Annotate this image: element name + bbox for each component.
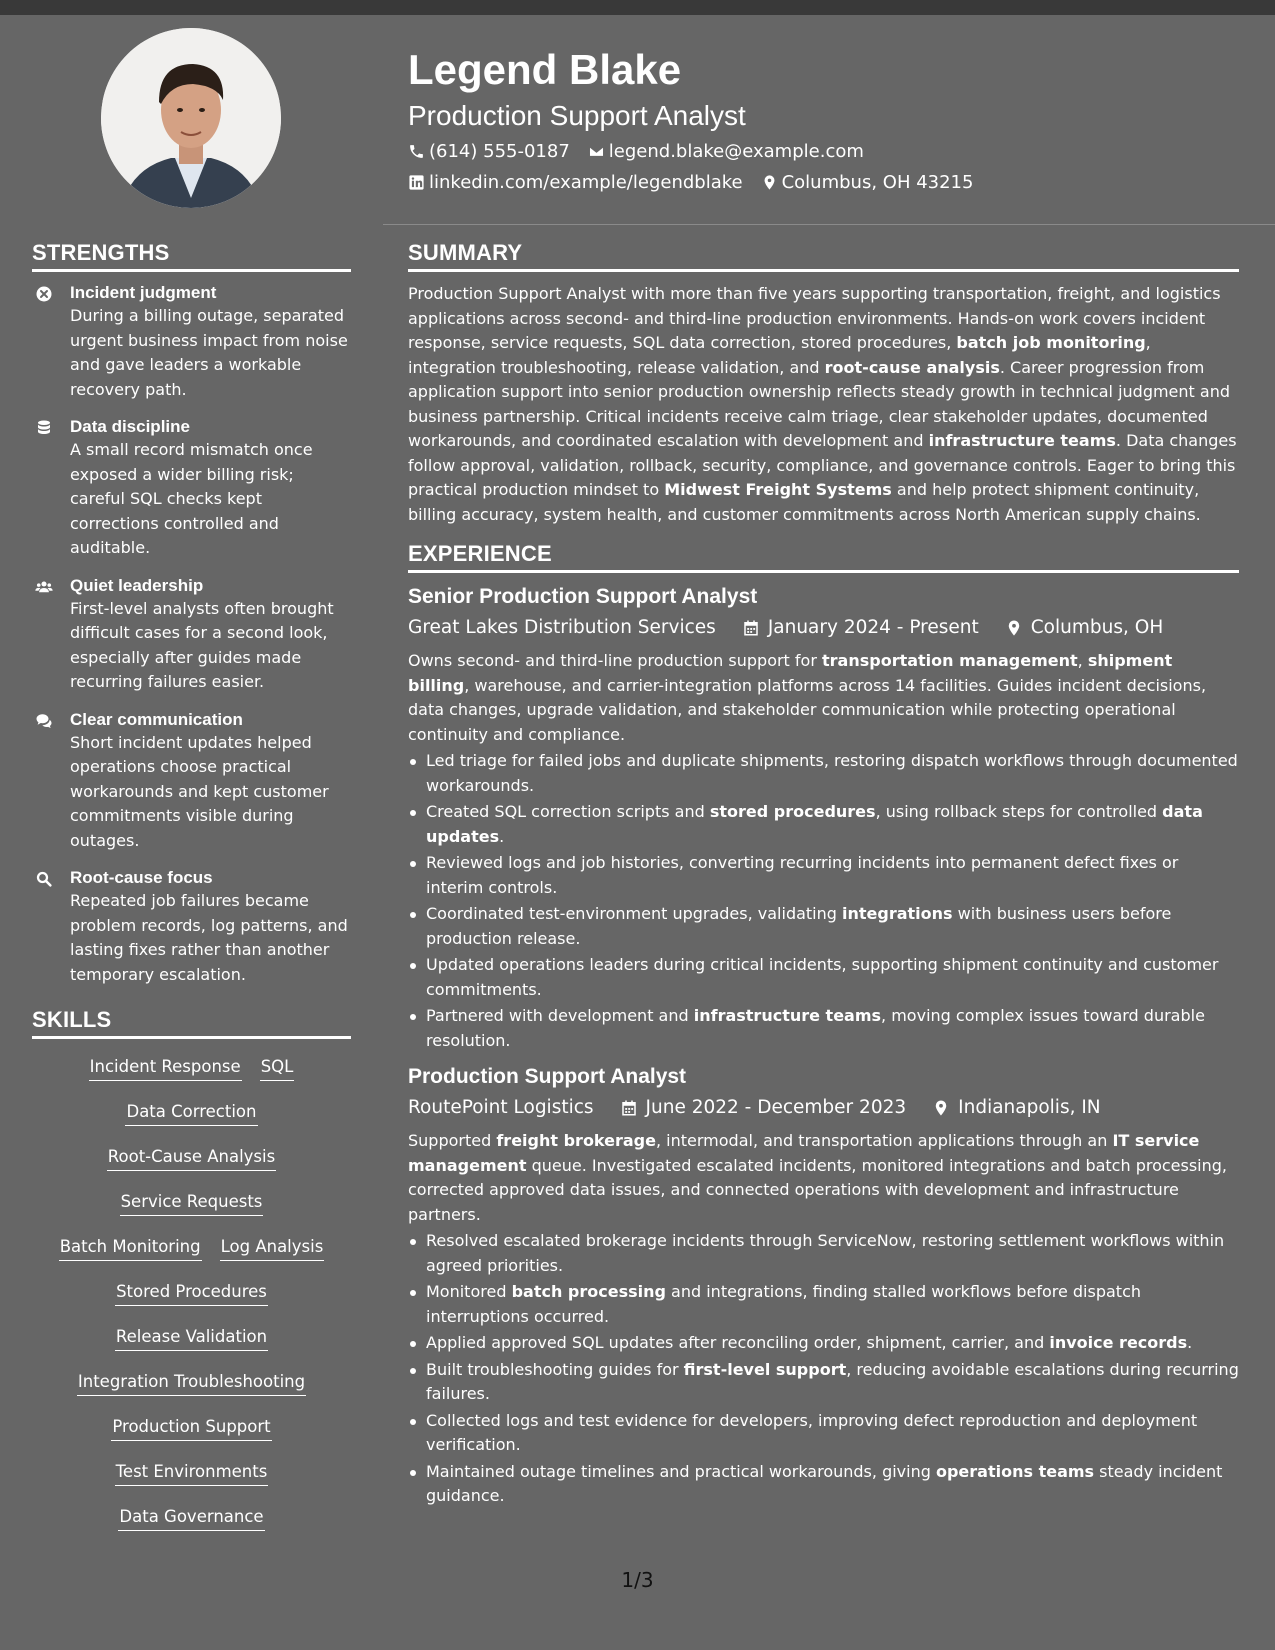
skill-tag: Service Requests — [120, 1190, 264, 1216]
text-run: Collected logs and test evidence for developers, improving defect reproduction and deployment verification. — [426, 1410, 1198, 1454]
job-bullet — [426, 1409, 1239, 1458]
skill-row — [32, 1094, 351, 1139]
strengths-heading: STRENGTHS — [32, 240, 351, 272]
header-divider — [383, 224, 1275, 225]
skill-tag: Log Analysis — [220, 1235, 325, 1261]
job-dates: January 2024 - Present — [767, 617, 979, 638]
job-bullet — [426, 851, 1239, 900]
skills-list — [32, 1049, 351, 1544]
linkedin-icon — [408, 174, 425, 191]
strengths-list — [32, 282, 351, 987]
skill-tag: Production Support — [111, 1415, 271, 1441]
candidate-name: Legend Blake — [408, 46, 682, 93]
job-bullet — [426, 953, 1239, 1002]
job-bullet — [426, 1460, 1239, 1509]
text-run: Production Support Analyst with more than five years supporting transportation, freight, and logistics applications across second- and third-line production environments. Hands-on work covers incident response, service requests, SQL data correction, stored procedures, — [408, 284, 1221, 352]
candidate-role: Production Support Analyst — [408, 100, 746, 131]
envelope-icon — [588, 143, 605, 160]
job-description — [408, 649, 1239, 747]
bold-phrase: operations teams — [935, 1461, 1095, 1481]
text-run: Supported — [408, 1131, 497, 1150]
bold-phrase: first-level support — [683, 1359, 847, 1379]
map-pin-icon — [932, 1099, 950, 1117]
bold-phrase: integrations — [842, 904, 953, 923]
text-run: with business users before production release. — [426, 904, 1172, 948]
text-run: . Career progression from application support into senior production ownership reflects steady growth in technical judgment and business partnership. Critical incidents receive calm triage, clear stakeholder updates, documented workarounds, and coordinated escalation with development and — [408, 357, 1230, 450]
skill-tag: Data Governance — [118, 1505, 264, 1531]
skill-row — [32, 1454, 351, 1499]
strength-title: Clear communication — [70, 709, 243, 729]
skills-heading: SKILLS — [32, 1007, 351, 1039]
top-bar — [0, 0, 1275, 15]
strength-body — [70, 416, 351, 561]
bold-phrase: freight brokerage — [496, 1131, 656, 1150]
skill-tag: Test Environments — [115, 1460, 269, 1486]
phone-icon — [408, 143, 425, 160]
job-description — [408, 1129, 1239, 1227]
job-meta — [408, 613, 1239, 643]
comments-icon — [32, 709, 56, 854]
bold-phrase: infrastructure teams — [693, 1006, 882, 1025]
resume-header — [408, 42, 1248, 198]
skill-row — [32, 1499, 351, 1544]
page-indicator: 1/3 — [621, 1568, 654, 1592]
text-run: , moving complex issues toward durable resolution. — [426, 1006, 1205, 1050]
skill-tag: Integration Troubleshooting — [77, 1370, 306, 1396]
skill-row — [32, 1409, 351, 1454]
job-title: Senior Production Support Analyst — [408, 585, 758, 608]
strength-item — [32, 416, 351, 561]
strength-title: Root-cause focus — [70, 868, 213, 887]
contact-row-1 — [408, 136, 1248, 167]
users-icon — [32, 575, 56, 695]
skill-tag: Stored Procedures — [115, 1280, 268, 1306]
email-text: legend.blake@example.com — [608, 141, 864, 162]
text-run: Built troubleshooting guides for — [426, 1359, 684, 1379]
contact-linkedin[interactable] — [408, 167, 743, 198]
summary-heading: SUMMARY — [408, 240, 1239, 272]
strength-body — [70, 282, 351, 402]
experience-list — [408, 583, 1239, 1509]
skill-row — [32, 1139, 351, 1184]
skill-row — [32, 1229, 351, 1274]
strength-item — [32, 867, 351, 987]
text-run: and integrations, finding stalled workflows before dispatch interruptions occurred. — [426, 1282, 1141, 1326]
text-run: . Data changes follow approval, validation, rollback, security, compliance, and governance controls. Eager to bring this practical production mindset to — [408, 431, 1237, 499]
skill-tag: SQL — [260, 1055, 295, 1081]
text-run: , using rollback steps for controlled — [875, 802, 1163, 821]
text-run: , integration troubleshooting, release validation, and — [408, 333, 1151, 377]
bold-phrase: transportation management — [822, 651, 1078, 670]
strength-text: A small record mismatch once exposed a wider billing risk; careful SQL checks kept corrections controlled and auditable. — [70, 440, 313, 557]
text-run: Led triage for failed jobs and duplicate shipments, restoring dispatch workflows through documented workarounds. — [426, 751, 1238, 795]
contact-phone[interactable] — [408, 136, 570, 167]
strength-text: Short incident updates helped operations choose practical workarounds and kept customer commitments visible during outages. — [70, 732, 329, 850]
text-run: Applied approved SQL updates after reconciling order, shipment, carrier, and — [426, 1333, 1050, 1352]
text-run: , reducing avoidable escalations during recurring failures. — [426, 1359, 1239, 1403]
text-run: , — [1077, 651, 1088, 670]
job-title: Production Support Analyst — [408, 1065, 687, 1088]
bold-phrase: root-cause analysis — [824, 357, 1000, 377]
skill-tag: Root-Cause Analysis — [107, 1145, 276, 1171]
map-pin-icon — [761, 174, 778, 191]
text-run: , intermodal, and transportation applications through an — [655, 1131, 1113, 1150]
phone-text: (614) 555-0187 — [429, 141, 570, 162]
text-run: Owns second- and third-line production support for — [408, 651, 822, 670]
job-location: Indianapolis, IN — [958, 1097, 1101, 1118]
text-run: Coordinated test-environment upgrades, validating — [426, 904, 843, 923]
text-run: Partnered with development and — [426, 1006, 694, 1025]
bold-phrase: batch processing — [511, 1282, 666, 1301]
skill-row — [32, 1184, 351, 1229]
experience-heading: EXPERIENCE — [408, 541, 1239, 573]
text-run: . — [1187, 1333, 1193, 1352]
bold-phrase: stored procedures — [709, 802, 876, 821]
strength-text: Repeated job failures became problem records, log patterns, and lasting fixes rather than another temporary escalation. — [70, 891, 348, 984]
bold-phrase: data updates — [426, 802, 1203, 846]
text-run: Updated operations leaders during critical incidents, supporting shipment continuity and customer commitments. — [426, 955, 1219, 999]
text-run: Created SQL correction scripts and — [426, 802, 710, 821]
strength-body — [70, 867, 351, 987]
job-bullet — [426, 1280, 1239, 1329]
experience-entry — [408, 1063, 1239, 1509]
summary-text — [408, 282, 1239, 527]
skill-tag: Data Correction — [125, 1100, 257, 1126]
skill-row — [32, 1319, 351, 1364]
text-run: Reviewed logs and job histories, converting recurring incidents into permanent defect fixes or interim controls. — [426, 853, 1179, 897]
location-text: Columbus, OH 43215 — [781, 172, 974, 193]
strength-title: Incident judgment — [70, 283, 217, 302]
text-run: Resolved escalated brokerage incidents through ServiceNow, restoring settlement workflows within agreed priorities. — [426, 1231, 1225, 1275]
database-icon — [32, 416, 56, 561]
job-meta — [408, 1093, 1239, 1123]
strength-body — [70, 575, 351, 695]
left-column — [32, 240, 351, 1544]
skill-tag: Batch Monitoring — [59, 1235, 202, 1261]
contact-location — [761, 167, 974, 198]
x-circle-icon — [32, 282, 56, 402]
text-run: . — [499, 826, 505, 846]
skill-tag: Release Validation — [115, 1325, 268, 1351]
search-icon — [32, 867, 56, 987]
job-bullet — [426, 1331, 1239, 1356]
job-dates: June 2022 - December 2023 — [645, 1097, 907, 1118]
linkedin-text: linkedin.com/example/legendblake — [429, 172, 743, 193]
right-column — [408, 240, 1239, 1511]
job-bullet — [426, 1358, 1239, 1407]
job-bullet — [426, 1004, 1239, 1053]
job-bullet — [426, 800, 1239, 849]
skill-tag: Incident Response — [89, 1055, 242, 1081]
company-name: Great Lakes Distribution Services — [408, 617, 716, 638]
job-bullet — [426, 902, 1239, 951]
calendar-icon — [620, 1099, 638, 1117]
strength-title: Data discipline — [70, 417, 190, 436]
skill-row — [32, 1364, 351, 1409]
bold-phrase: Midwest Freight Systems — [664, 480, 892, 499]
strength-body — [70, 709, 351, 854]
text-run: Monitored — [426, 1282, 512, 1301]
text-run: steady incident guidance. — [426, 1461, 1223, 1505]
contact-row-2 — [408, 167, 1248, 198]
job-bullets — [408, 1229, 1239, 1509]
bold-phrase: batch job monitoring — [956, 333, 1146, 352]
bold-phrase: invoice records — [1049, 1333, 1188, 1352]
skill-row — [32, 1049, 351, 1094]
strength-text: First-level analysts often brought difficult cases for a second look, especially after guides made recurring failures easier. — [70, 598, 334, 691]
bold-phrase: infrastructure teams — [928, 431, 1116, 450]
profile-photo — [101, 28, 281, 208]
job-bullet — [426, 749, 1239, 798]
bold-phrase: IT service management — [408, 1131, 1200, 1175]
strength-title: Quiet leadership — [70, 575, 204, 595]
text-run: , warehouse, and carrier-integration platforms across 14 facilities. Guides incident decisions, data changes, upgrade validation, and stakeholder communication while protecting operational continuity and compliance. — [408, 675, 1207, 744]
job-bullet — [426, 1229, 1239, 1278]
text-run: and help protect shipment continuity, billing accuracy, system health, and customer commitments across North American supply chains. — [408, 480, 1201, 524]
strength-item — [32, 282, 351, 402]
skill-row — [32, 1274, 351, 1319]
contact-email[interactable] — [588, 136, 864, 167]
experience-entry — [408, 583, 1239, 1053]
calendar-icon — [742, 619, 760, 637]
job-bullets — [408, 749, 1239, 1053]
strength-item — [32, 709, 351, 854]
company-name: RoutePoint Logistics — [408, 1097, 594, 1118]
text-run: Maintained outage timelines and practical workarounds, giving — [426, 1461, 936, 1481]
strength-text: During a billing outage, separated urgent business impact from noise and gave leaders a workable recovery path. — [70, 306, 348, 399]
text-run: queue. Investigated escalated incidents, monitored integrations and batch processing, corrected approved data issues, and connected operations with development and infrastructure partners. — [408, 1155, 1228, 1224]
strength-item — [32, 575, 351, 695]
map-pin-icon — [1005, 619, 1023, 637]
bold-phrase: shipment billing — [408, 651, 1173, 695]
job-location: Columbus, OH — [1030, 617, 1164, 638]
